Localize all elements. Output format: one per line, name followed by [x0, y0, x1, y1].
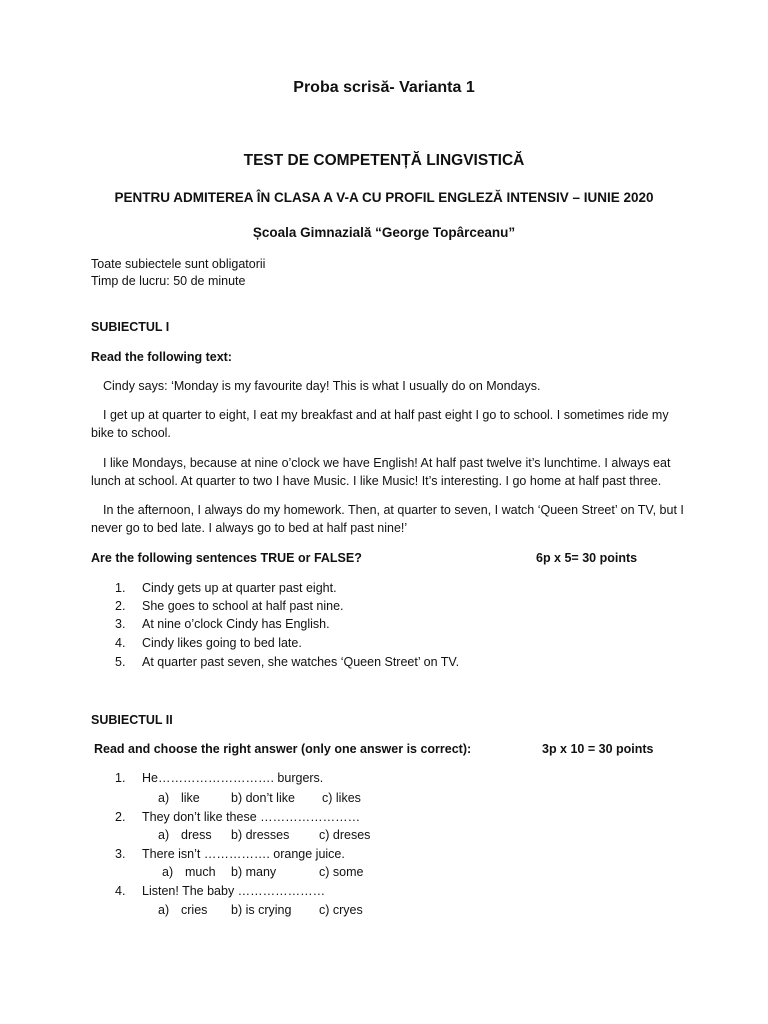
item-number: 4. [115, 636, 126, 650]
question-text: Listen! The baby ………………… [142, 884, 326, 898]
item-text: Cindy gets up at quarter past eight. [142, 581, 337, 595]
subject1-prompt: Read the following text: [91, 350, 232, 364]
subject2-points: 3p x 10 = 30 points [542, 742, 654, 756]
paragraph-text: In the afternoon, I always do my homework. Then, at quarter to seven, I watch ‘Queen Street’ on TV, but I never go to bed late. I always go to bed at half past nine!’ [91, 503, 684, 536]
question-text: He………………………. burgers. [142, 771, 324, 785]
option-b: b) many [231, 865, 277, 879]
item-text: Cindy likes going to bed late. [142, 636, 302, 650]
answer-options [0, 789, 768, 807]
paragraph-text: I like Mondays, because at nine o’clock we have English! At half past twelve it’s lunchtime. I always eat lunch at school. At quarter to two I have Music. I like Music! It’s interesting. I go home at half past three. [91, 456, 671, 489]
question-item [115, 845, 345, 863]
instruction-time: Timp de lucru: 50 de minute [91, 274, 246, 288]
question-number: 3. [115, 847, 126, 861]
subject1-heading: SUBIECTUL I [91, 320, 170, 334]
question-number: 1. [115, 771, 126, 785]
paragraph-text: I get up at quarter to eight, I eat my breakfast and at half past eight I go to school. I sometimes ride my bike to school. [91, 408, 669, 441]
option-b: b) dresses [231, 828, 290, 842]
question-item [115, 769, 323, 787]
test-subtitle: PENTRU ADMITEREA ÎN CLASA A V-A CU PROFIL ENGLEZĂ INTENSIV – IUNIE 2020 [114, 190, 654, 205]
list-item [115, 615, 330, 633]
document-title: Proba scrisă- Varianta 1 [293, 79, 475, 96]
option-c: c) cryes [319, 903, 363, 917]
reading-paragraph [91, 406, 691, 442]
list-item [115, 634, 302, 652]
option-letter: a) [158, 903, 170, 917]
question-item [115, 808, 360, 826]
question-number: 4. [115, 884, 126, 898]
list-item [115, 653, 459, 671]
option-letter: a) [158, 828, 170, 842]
item-text: She goes to school at half past nine. [142, 599, 344, 613]
answer-options [0, 901, 768, 919]
reading-paragraph [91, 501, 691, 537]
test-title: TEST DE COMPETENȚĂ LINGVISTICĂ [243, 152, 525, 169]
option-letter: a) [158, 791, 170, 805]
question-item [115, 882, 325, 900]
option-a: cries [181, 903, 208, 917]
list-item [115, 597, 344, 615]
paragraph-text: Cindy says: ‘Monday is my favourite day! This is what I usually do on Mondays. [103, 379, 541, 393]
option-c: c) dreses [319, 828, 371, 842]
reading-paragraph [91, 454, 691, 490]
option-a: like [181, 791, 200, 805]
subject2-heading: SUBIECTUL II [91, 713, 173, 727]
question-text: They don’t like these …………………… [142, 810, 361, 824]
answer-options [0, 826, 768, 844]
option-b: b) don’t like [231, 791, 295, 805]
item-text: At quarter past seven, she watches ‘Queen Street’ on TV. [142, 655, 460, 669]
question-number: 2. [115, 810, 126, 824]
item-number: 5. [115, 655, 126, 669]
list-item [115, 579, 337, 597]
option-b: b) is crying [231, 903, 292, 917]
option-a: much [185, 865, 216, 879]
subject2-prompt: Read and choose the right answer (only one answer is correct): [94, 742, 472, 756]
reading-paragraph [91, 377, 691, 395]
instruction-mandatory: Toate subiectele sunt obligatorii [91, 257, 266, 271]
item-text: At nine o’clock Cindy has English. [142, 617, 330, 631]
answer-options [0, 863, 768, 881]
subject1-points: 6p x 5= 30 points [536, 551, 638, 565]
question-text: There isn’t ……………. orange juice. [142, 847, 345, 861]
option-c: c) likes [322, 791, 361, 805]
true-false-question: Are the following sentences TRUE or FALSE? [91, 551, 362, 565]
school-name: Școala Gimnazială “George Topârceanu” [252, 225, 516, 240]
item-number: 2. [115, 599, 126, 613]
option-c: c) some [319, 865, 364, 879]
option-a: dress [181, 828, 212, 842]
item-number: 1. [115, 581, 126, 595]
option-letter: a) [162, 865, 174, 879]
item-number: 3. [115, 617, 126, 631]
